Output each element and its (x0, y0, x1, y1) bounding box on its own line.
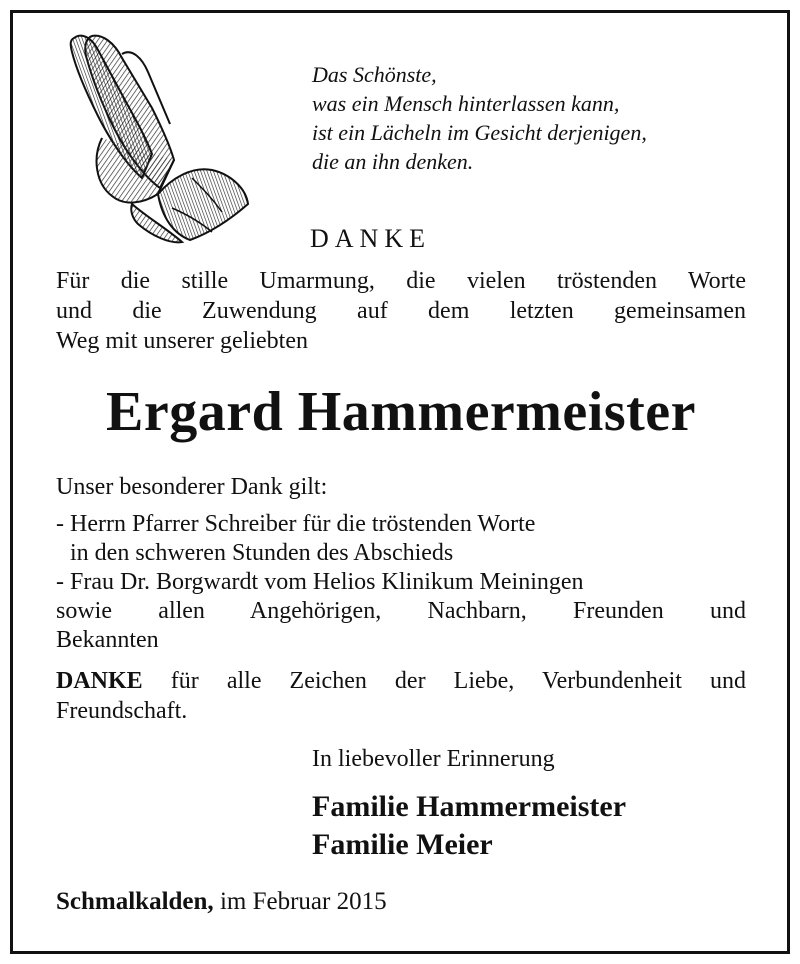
place-date-text: im Februar 2015 (213, 888, 387, 915)
family-name: Familie Hammermeister (312, 790, 627, 823)
thanks-line: - Herrn Pfarrer Schreiber für die tröstenden Worte (56, 511, 536, 537)
intro-line: und die Zuwendung auf dem letzten gemeinsamen (56, 298, 746, 324)
thanks-line: sowie allen Angehörigen, Nachbarn, Freunden und (56, 598, 746, 624)
closing-text (56, 666, 746, 726)
closing-line: Freundschaft. (56, 698, 188, 724)
family-signature (312, 788, 626, 864)
intro-text (56, 266, 746, 356)
closing-bold-word: DANKE (56, 668, 143, 694)
place-city: Schmalkalden, (56, 888, 214, 915)
thanks-line: in den schweren Stunden des Abschieds (70, 540, 454, 566)
closing-line (56, 666, 746, 696)
deceased-name: Ergard Hammermeister (106, 381, 696, 443)
danke-heading: DANKE (310, 224, 431, 253)
poem-line: die an ihn denken. (312, 149, 474, 174)
intro-line: Weg mit unserer geliebten (56, 328, 308, 354)
intro-line: Für die stille Umarmung, die vielen tröstenden Worte (56, 268, 746, 294)
closing-line-rest: für alle Zeichen der Liebe, Verbundenheit und (142, 668, 746, 694)
praying-hands-icon (62, 28, 252, 248)
poem-line: ist ein Lächeln im Gesicht derjenigen, (312, 120, 647, 145)
poem-quote (312, 60, 772, 176)
family-name: Familie Meier (312, 828, 493, 861)
poem-line: Das Schönste, (312, 62, 437, 87)
memory-line: In liebevoller Erinnerung (312, 746, 555, 772)
thanks-line: - Frau Dr. Borgwardt vom Helios Klinikum Meiningen (56, 569, 584, 595)
place-date (56, 888, 387, 916)
thanks-heading: Unser besonderer Dank gilt: (56, 474, 328, 500)
thanks-line: Bekannten (56, 627, 159, 653)
poem-line: was ein Mensch hinterlassen kann, (312, 91, 620, 116)
thanks-list (56, 510, 746, 655)
